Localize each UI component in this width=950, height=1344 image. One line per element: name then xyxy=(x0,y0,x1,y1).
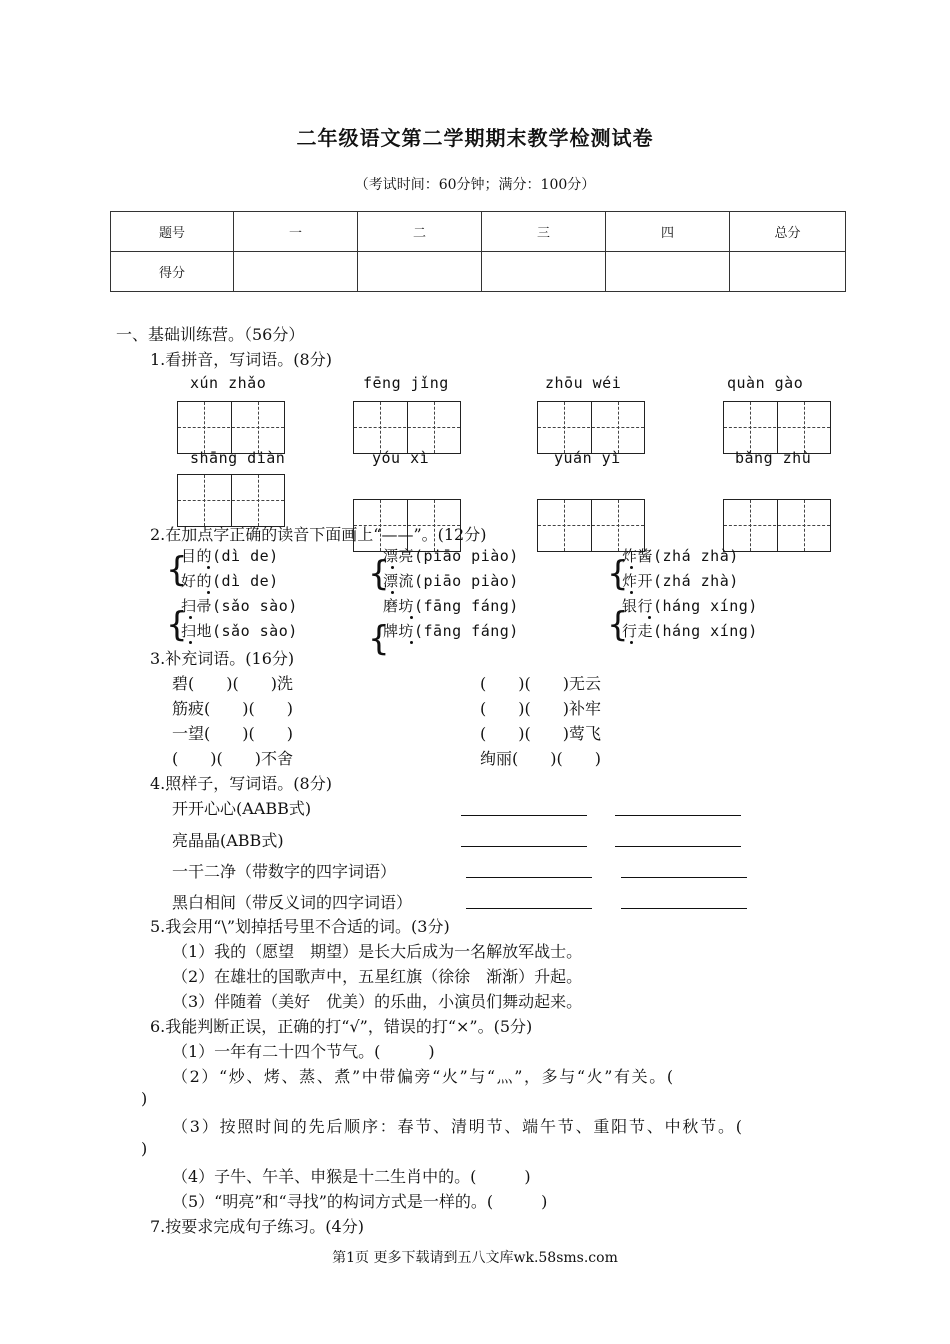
reading-item[interactable]: 银行(háng xíng) xyxy=(622,597,758,615)
writing-grid[interactable] xyxy=(723,401,831,454)
emphasis-dot xyxy=(630,641,633,644)
answer-line[interactable] xyxy=(615,846,741,847)
table-cell: 题号 xyxy=(111,212,234,252)
exam-info: （考试时间：60分钟；满分：100分） xyxy=(354,177,596,193)
table-cell: 四 xyxy=(606,212,730,252)
table-cell: 总分 xyxy=(730,212,846,252)
page-title: 二年级语文第二学期期末教学检测试卷 xyxy=(296,126,654,150)
reading-item[interactable]: 扫帚(sǎo sào) xyxy=(181,597,298,615)
writing-grid[interactable] xyxy=(353,401,461,454)
fill-blank[interactable]: ( )( )莺飞 xyxy=(480,724,601,743)
fill-blank[interactable]: 碧( )( )洗 xyxy=(172,674,293,693)
brace: { xyxy=(607,605,629,645)
brace: { xyxy=(166,605,188,645)
judge-item[interactable]: （5）“明亮”和“寻找”的构词方式是一样的。( ) xyxy=(172,1192,548,1211)
judge-item[interactable]: ) xyxy=(141,1089,148,1108)
pinyin: yóu xì xyxy=(372,449,430,467)
judge-item[interactable]: （3）按照时间的先后顺序：春节、清明节、端午节、重阳节、中秋节。( xyxy=(172,1117,744,1136)
answer-line[interactable] xyxy=(466,908,592,909)
emphasis-dot xyxy=(648,616,651,619)
score-cell[interactable] xyxy=(234,252,358,292)
page-footer: 第1页 更多下载请到五八文库wk.58sms.com xyxy=(332,1250,618,1266)
score-cell[interactable] xyxy=(482,252,606,292)
fill-blank[interactable]: ( )( )不舍 xyxy=(172,749,293,768)
emphasis-dot xyxy=(410,641,413,644)
word-prompt: 一干二净（带数字的四字词语） xyxy=(172,862,397,881)
fill-blank[interactable]: ( )( )补牢 xyxy=(480,699,601,718)
sentence-item[interactable]: （2）在雄壮的国歌声中，五星红旗（徐徐 渐渐）升起。 xyxy=(172,967,583,986)
fill-blank[interactable]: 一望( )( ) xyxy=(172,724,293,743)
reading-item[interactable]: 漂流(piāo piào) xyxy=(383,572,519,590)
pinyin: zhōu wéi xyxy=(545,374,622,392)
score-cell[interactable] xyxy=(358,252,482,292)
score-table xyxy=(110,211,846,292)
answer-line[interactable] xyxy=(621,908,747,909)
emphasis-dot xyxy=(189,616,192,619)
fill-blank[interactable]: 绚丽( )( ) xyxy=(480,749,601,768)
reading-item[interactable]: 炸酱(zhá zhà) xyxy=(622,547,739,565)
reading-item[interactable]: 目的(dì de) xyxy=(181,547,279,565)
emphasis-dot xyxy=(630,566,633,569)
answer-line[interactable] xyxy=(466,877,592,878)
judge-item[interactable]: （4）子牛、午羊、申猴是十二生肖中的。( ) xyxy=(172,1167,531,1186)
emphasis-dot xyxy=(391,566,394,569)
table-cell: 一 xyxy=(234,212,358,252)
pinyin: quàn gào xyxy=(727,374,804,392)
table-cell: 二 xyxy=(358,212,482,252)
question-label: 1.看拼音，写词语。(8分) xyxy=(150,350,332,369)
answer-line[interactable] xyxy=(461,815,587,816)
question-label: 7.按要求完成句子练习。(4分) xyxy=(150,1217,364,1236)
question-label: 3.补充词语。(16分) xyxy=(150,649,295,668)
emphasis-dot xyxy=(391,591,394,594)
judge-item[interactable]: （1）一年有二十四个节气。( ) xyxy=(172,1042,435,1061)
emphasis-dot xyxy=(207,591,210,594)
score-cell[interactable] xyxy=(730,252,846,292)
reading-item[interactable]: 扫地(sǎo sào) xyxy=(181,622,298,640)
word-prompt: 黑白相间（带反义词的四字词语） xyxy=(172,893,413,912)
question-label: 5.我会用“\”划掉括号里不合适的词。(3分) xyxy=(150,917,450,936)
question-label: 6.我能判断正误，正确的打“√”，错误的打“×”。(5分) xyxy=(150,1017,533,1036)
pinyin: xún zhǎo xyxy=(190,374,267,392)
sentence-item[interactable]: （3）伴随着（美好 优美）的乐曲，小演员们舞动起来。 xyxy=(172,992,583,1011)
sentence-item[interactable]: （1）我的（愿望 期望）是长大后成为一名解放军战士。 xyxy=(172,942,583,961)
reading-item[interactable]: 炸开(zhá zhà) xyxy=(622,572,739,590)
reading-item[interactable]: 牌坊(fāng fáng) xyxy=(383,622,519,640)
pinyin: yuán yì xyxy=(554,449,621,467)
reading-item[interactable]: 磨坊(fāng fáng) xyxy=(383,597,519,615)
answer-line[interactable] xyxy=(461,846,587,847)
table-cell: 三 xyxy=(482,212,606,252)
emphasis-dot xyxy=(630,591,633,594)
brace: { xyxy=(166,550,188,590)
table-row xyxy=(111,212,846,252)
writing-grid[interactable] xyxy=(177,401,285,454)
answer-line[interactable] xyxy=(621,877,747,878)
answer-line[interactable] xyxy=(615,815,741,816)
reading-item[interactable]: 漂亮(piāo piào) xyxy=(383,547,519,565)
writing-grid[interactable] xyxy=(723,499,831,552)
question-label: 2.在加点字正确的读音下面画上“——”。(12分) xyxy=(150,525,487,544)
emphasis-dot xyxy=(410,616,413,619)
judge-item[interactable]: ) xyxy=(141,1139,148,1158)
emphasis-dot xyxy=(189,641,192,644)
judge-item[interactable]: （2）“炒、烤、蒸、煮”中带偏旁“火”与“灬”，多与“火”有关。( xyxy=(172,1067,675,1086)
fill-blank[interactable]: 筋疲( )( ) xyxy=(172,699,293,718)
pinyin: shāng diàn xyxy=(190,449,286,467)
reading-item[interactable]: 好的(dì de) xyxy=(181,572,279,590)
fill-blank[interactable]: ( )( )无云 xyxy=(480,674,601,693)
emphasis-dot xyxy=(207,566,210,569)
section-heading: 一、基础训练营。（56分） xyxy=(116,325,305,344)
table-row xyxy=(111,252,846,292)
word-prompt: 亮晶晶(ABB式) xyxy=(172,831,284,850)
reading-item[interactable]: 行走(háng xíng) xyxy=(622,622,758,640)
brace: { xyxy=(607,554,629,594)
pinyin: fēng jǐng xyxy=(363,374,449,392)
writing-grid[interactable] xyxy=(177,474,285,527)
writing-grid[interactable] xyxy=(537,401,645,454)
brace: { xyxy=(368,554,390,594)
question-label: 4.照样子，写词语。(8分) xyxy=(150,774,332,793)
brace: { xyxy=(368,619,390,659)
word-prompt: 开开心心(AABB式) xyxy=(172,799,312,818)
table-cell: 得分 xyxy=(111,252,234,292)
pinyin: bǎng zhù xyxy=(735,449,812,467)
score-cell[interactable] xyxy=(606,252,730,292)
